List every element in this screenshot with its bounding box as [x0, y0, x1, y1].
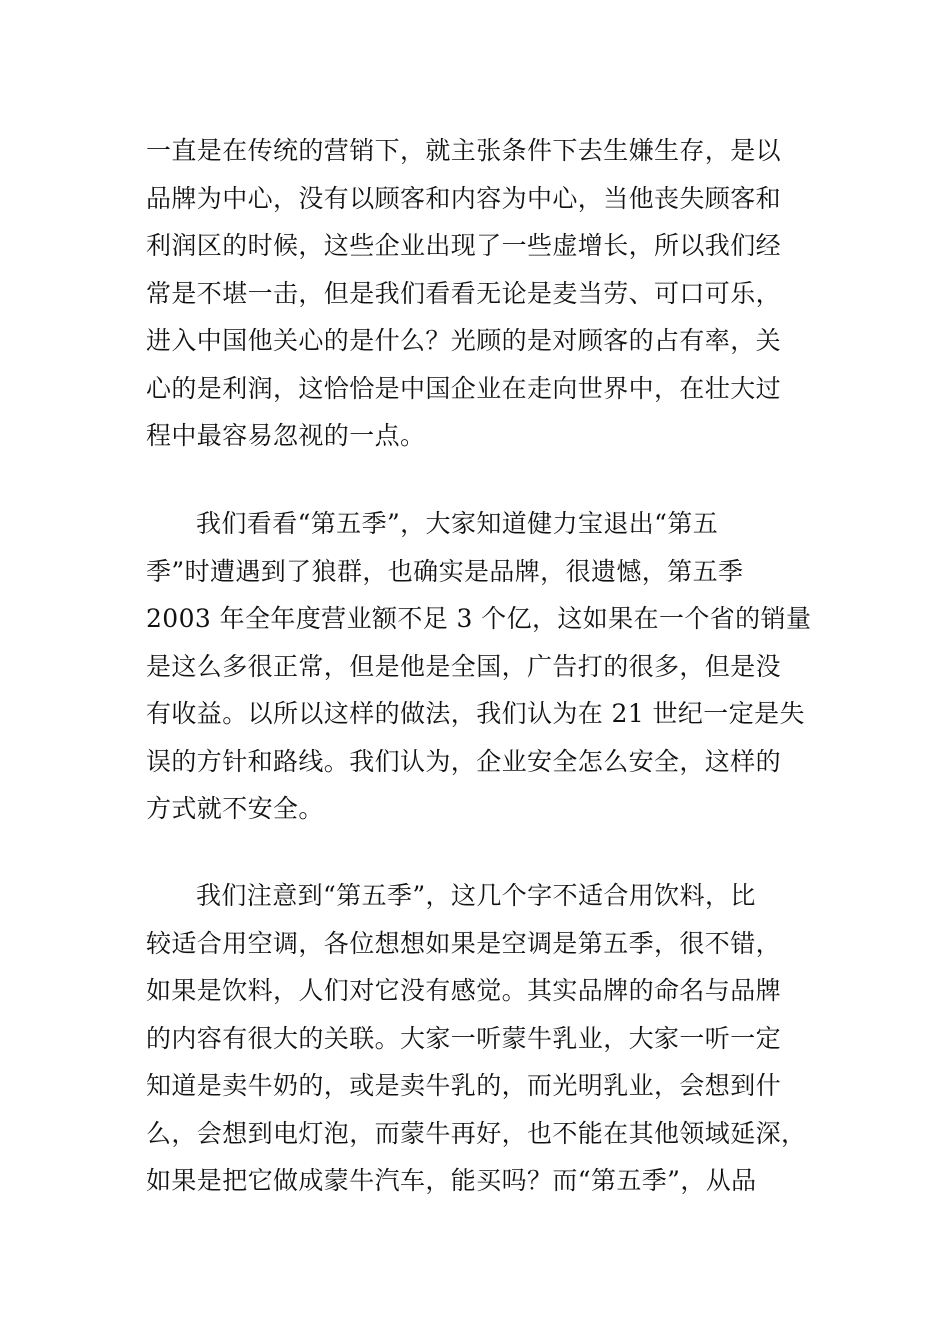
text-line: 进入中国他关心的是什么？光顾的是对顾客的占有率，关 — [146, 326, 782, 355]
text-line: 有收益。以所以这样的做法，我们认为在 21 世纪一定是失 — [146, 699, 805, 728]
text-line: 方式就不安全。 — [146, 794, 324, 823]
text-line: 利润区的时候，这些企业出现了一些虚增长，所以我们经 — [146, 231, 782, 260]
text-line: 较适合用空调，各位想想如果是空调是第五季，很不错， — [146, 928, 782, 958]
text-line: 一直是在传统的营销下，就主张条件下去生嫌生存，是以 — [146, 136, 782, 165]
text-line: 么，会想到电灯泡，而蒙牛再好，也不能在其他领域延深， — [146, 1118, 807, 1148]
text-line: 如果是饮料，人们对它没有感觉。其实品牌的命名与品牌 — [146, 976, 782, 1005]
text-line: 心的是利润，这恰恰是中国企业在走向世界中，在壮大过 — [146, 373, 782, 403]
text-line: 品牌为中心，没有以顾客和内容为中心，当他丧失顾客和 — [146, 183, 782, 213]
paragraph-2 — [146, 500, 812, 833]
text-line: 程中最容易忽视的一点。 — [146, 421, 426, 450]
text-line: 是这么多很正常，但是他是全国，广告打的很多，但是没 — [146, 651, 782, 681]
paragraph-1 — [146, 127, 796, 460]
text-line: 误的方针和路线。我们认为，企业安全怎么安全，这样的 — [146, 746, 782, 776]
text-line: 季”时遭遇到了狼群，也确实是品牌，很遗憾，第五季 — [146, 556, 744, 586]
paragraph-3 — [146, 872, 807, 1205]
text-line: 知道是卖牛奶的，或是卖牛乳的，而光明乳业，会想到什 — [146, 1071, 782, 1100]
text-line-first: 我们看看“第五季”，大家知道健力宝退出“第五 — [196, 509, 719, 538]
text-line: 的内容有很大的关联。大家一听蒙牛乳业，大家一听一定 — [146, 1023, 782, 1053]
text-line-first: 我们注意到“第五季”，这几个字不适合用饮料，比 — [196, 881, 756, 910]
text-line: 常是不堪一击，但是我们看看无论是麦当劳、可口可乐， — [146, 278, 782, 308]
text-line: 2003 年全年度营业额不足 3 个亿，这如果在一个省的销量 — [146, 604, 812, 633]
text-line: 如果是把它做成蒙牛汽车，能买吗？而“第五季”，从品 — [146, 1166, 757, 1195]
